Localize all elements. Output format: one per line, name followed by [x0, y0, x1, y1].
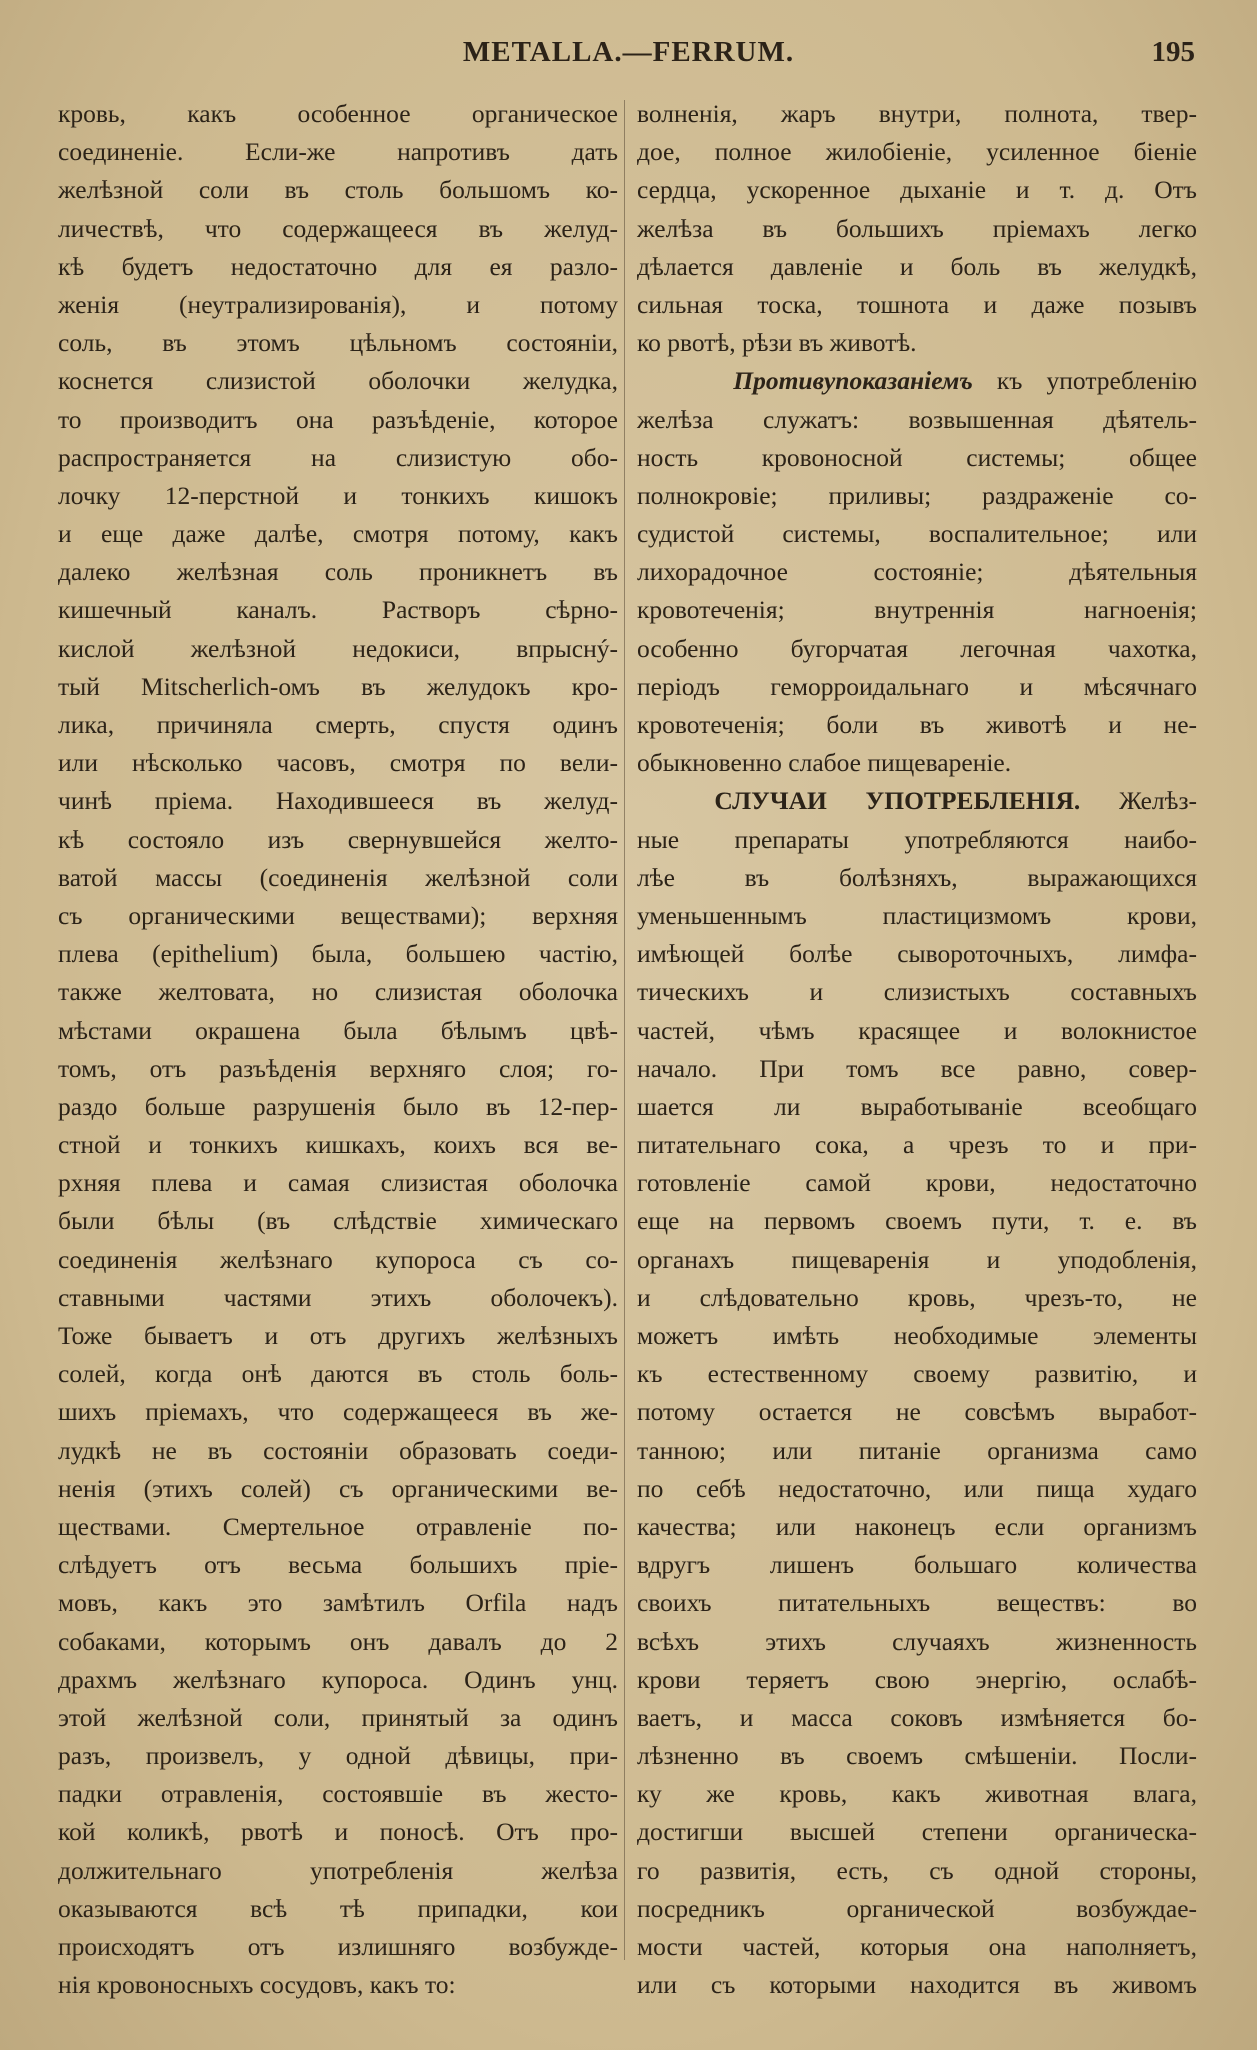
- text-line: кровотеченія; внутреннія нагноенія;: [637, 595, 1197, 625]
- text-line: ненія (этихъ солей) съ органическими ве-: [58, 1473, 618, 1503]
- text-line: драхмъ желѣзнаго купороса. Одинъ унц.: [58, 1664, 618, 1694]
- text-line: ность кровоносной системы; общее: [637, 442, 1197, 472]
- text-fragment: Желѣз-: [1119, 786, 1198, 816]
- text-line: коснется слизистой оболочки желудка,: [58, 366, 618, 396]
- text-line: ку же кровь, какъ животная влага,: [637, 1779, 1197, 1809]
- text-line: лочку 12-перстной и тонкихъ кишокъ: [58, 480, 618, 510]
- text-line: вдругъ лишенъ большаго количества: [637, 1550, 1197, 1580]
- text-line: падки отравленія, состоявшіе въ жесто-: [58, 1779, 618, 1809]
- text-line: или съ которыми находится въ живомъ: [637, 1970, 1197, 2000]
- text-line: полнокровіе; приливы; раздраженіе со-: [637, 480, 1197, 510]
- text-line: далеко желѣзная соль проникнетъ въ: [58, 557, 618, 587]
- text-line: лихорадочное состояніе; дѣятельныя: [637, 557, 1197, 587]
- text-line: шихъ пріемахъ, что содержащееся въ же-: [58, 1397, 618, 1427]
- text-line: органахъ пищеваренія и уподобленія,: [637, 1244, 1197, 1274]
- text-line: волненія, жаръ внутри, полнота, твер-: [637, 99, 1197, 128]
- text-line: желѣза служатъ: возвышенная дѣятель-: [637, 404, 1197, 434]
- text-line: раздо больше разрушенія было въ 12-пер-: [58, 1091, 618, 1121]
- text-line: качества; или наконецъ если организмъ: [637, 1511, 1197, 1541]
- text-line: готовленіе самой крови, недостаточно: [637, 1168, 1197, 1198]
- text-line: стной и тонкихъ кишкахъ, коихъ вся ве-: [58, 1130, 618, 1160]
- text-line: оказываются всѣ тѣ припадки, кои: [58, 1893, 618, 1923]
- text-line: дое, полное жилобіеніе, усиленное біеніе: [637, 137, 1197, 167]
- text-line: сильная тоска, тошнота и даже позывъ: [637, 289, 1197, 319]
- page-header: [0, 30, 1257, 80]
- text-line: томъ, отъ разъѣденія верхняго слоя; го-: [58, 1053, 618, 1083]
- text-line: мости частей, которыя она наполняетъ,: [637, 1932, 1197, 1961]
- text-line: питательнаго сока, а чрезъ то и при-: [637, 1130, 1197, 1160]
- text-line: чинѣ пріема. Находившееся въ желуд-: [58, 786, 618, 816]
- text-line: лика, причиняла смерть, спустя одинъ: [58, 710, 618, 739]
- text-line: мѣстами окрашена была бѣлымъ цвѣ-: [58, 1015, 618, 1045]
- text-line: судистой системы, воспалительное; или: [637, 519, 1197, 549]
- text-line: всѣхъ этихъ случаяхъ жизненность: [637, 1626, 1197, 1656]
- text-line: ватой массы (соединенія желѣзной соли: [58, 862, 618, 892]
- text-line: соединенія желѣзнаго купороса съ со-: [58, 1244, 618, 1274]
- left-column: [58, 95, 618, 2004]
- section-heading-cases: СЛУЧАИ УПОТРЕБЛЕНІЯ.: [714, 786, 1081, 816]
- text-line: ваетъ, и масса соковъ измѣняется бо-: [637, 1702, 1197, 1732]
- text-line: [637, 782, 1197, 820]
- text-line: солей, когда онѣ даются въ столь боль-: [58, 1359, 618, 1389]
- text-line: желѣзной соли въ столь большомъ ко-: [58, 175, 618, 205]
- text-line: крови теряетъ свою энергію, ослабѣ-: [637, 1664, 1197, 1694]
- text-line: особенно бугорчатая легочная чахотка,: [637, 633, 1197, 663]
- right-column: [637, 95, 1197, 2004]
- page-number: 195: [1151, 36, 1195, 68]
- text-line: шается ли выработываніе всеобщаго: [637, 1091, 1197, 1121]
- text-line: лудкѣ не въ состояніи образовать соеди-: [58, 1435, 618, 1465]
- text-line: кровь, какъ особенное органическое: [58, 99, 618, 128]
- text-line: сердца, ускоренное дыханіе и т. д. Отъ: [637, 175, 1197, 205]
- text-line: женія (неутрализированія), и потому: [58, 289, 618, 319]
- text-line: потому остается не совсѣмъ выработ-: [637, 1397, 1197, 1427]
- text-line: кѣ будетъ недостаточно для ея разло-: [58, 251, 618, 281]
- text-line: по себѣ недостаточно, или пища худаго: [637, 1473, 1197, 1503]
- text-line: или нѣсколько часовъ, смотря по вели-: [58, 748, 618, 778]
- text-line: тый Mitscherlich-омъ въ желудокъ кро-: [58, 671, 618, 701]
- text-line: лѣзненно въ своемъ смѣшеніи. Посли-: [637, 1741, 1197, 1771]
- text-fragment: къ употребленію: [996, 366, 1198, 396]
- text-line: ко рвотѣ, рѣзи въ животѣ.: [637, 328, 917, 358]
- text-line: разъ, произвелъ, у одной дѣвицы, при-: [58, 1741, 618, 1771]
- text-line: танною; или питаніе организма само: [637, 1435, 1197, 1465]
- text-line: ные препараты употребляются наибо-: [637, 824, 1197, 854]
- text-line: тическихъ и слизистыхъ составныхъ: [637, 977, 1197, 1007]
- text-line: еще на первомъ своемъ пути, т. е. въ: [637, 1206, 1197, 1236]
- text-line: происходятъ отъ излишняго возбужде-: [58, 1932, 618, 1961]
- text-line: го развитія, есть, съ одной стороны,: [637, 1855, 1197, 1885]
- text-line: Тоже бываетъ и отъ другихъ желѣзныхъ: [58, 1321, 618, 1350]
- column-divider: [624, 100, 625, 1960]
- text-line: кровотеченія; боли въ животѣ и не-: [637, 710, 1197, 739]
- text-line: своихъ питательныхъ веществъ: во: [637, 1588, 1197, 1618]
- text-line: имѣющей болѣе сывороточныхъ, лимфа-: [637, 939, 1197, 969]
- text-line: нія кровоносныхъ сосудовъ, какъ то:: [58, 1970, 456, 2000]
- text-line: рхняя плева и самая слизистая оболочка: [58, 1168, 618, 1198]
- text-line: лѣе въ болѣзняхъ, выражающихся: [637, 862, 1197, 892]
- text-line: частей, чѣмъ красящее и волокнистое: [637, 1015, 1197, 1045]
- text-line: распространяется на слизистую обо-: [58, 442, 618, 472]
- text-line: къ естественному своему развитію, и: [637, 1359, 1197, 1389]
- text-line: уменьшеннымъ пластицизмомъ крови,: [637, 900, 1197, 930]
- contraindication-heading: Противупоказаніемъ: [733, 366, 973, 396]
- text-line: начало. При томъ все равно, совер-: [637, 1053, 1197, 1083]
- text-line: дѣлается давленіе и боль въ желудкѣ,: [637, 251, 1197, 281]
- text-line: ставными частями этихъ оболочекъ).: [58, 1282, 618, 1312]
- text-line: были бѣлы (въ слѣдствіе химическаго: [58, 1206, 618, 1236]
- text-line: собаками, которымъ онъ давалъ до 2: [58, 1626, 618, 1656]
- text-line: ществами. Смертельное отравленіе по-: [58, 1511, 618, 1541]
- text-line: посредникъ органической возбуждае-: [637, 1893, 1197, 1923]
- text-line: должительнаго употребленія желѣза: [58, 1855, 618, 1885]
- text-line: и еще даже далѣе, смотря потому, какъ: [58, 519, 618, 549]
- text-line: плева (epithelium) была, большею частію,: [58, 939, 618, 969]
- text-line: мовъ, какъ это замѣтилъ Orfila надъ: [58, 1588, 618, 1618]
- running-title: METALLA.—FERRUM.: [462, 36, 795, 68]
- text-line: достигши высшей степени органическа-: [637, 1817, 1197, 1847]
- text-line: кой коликѣ, рвотѣ и поносѣ. Отъ про-: [58, 1817, 618, 1847]
- text-line: соединеніе. Если-же напротивъ дать: [58, 137, 618, 167]
- text-line: также желтовата, но слизистая оболочка: [58, 977, 618, 1007]
- text-line: съ органическими веществами); верхняя: [58, 900, 618, 930]
- text-line: соль, въ этомъ цѣльномъ состояніи,: [58, 328, 618, 358]
- text-line: то производитъ она разъѣденіе, которое: [58, 404, 618, 434]
- text-line: и слѣдовательно кровь, чрезъ-то, не: [637, 1282, 1197, 1312]
- text-line: кѣ состояло изъ свернувшейся желто-: [58, 824, 618, 854]
- text-line: обыкновенно слабое пищевареніе.: [637, 748, 1012, 778]
- text-line: кислой желѣзной недокиси, впрыснý-: [58, 633, 618, 663]
- text-line: [637, 362, 1197, 400]
- text-line: можетъ имѣть необходимые элементы: [637, 1321, 1197, 1350]
- text-line: кишечный каналъ. Растворъ сѣрно-: [58, 595, 618, 625]
- text-line: желѣза въ большихъ пріемахъ легко: [637, 213, 1197, 243]
- text-line: слѣдуетъ отъ весьма большихъ пріе-: [58, 1550, 618, 1580]
- text-line: періодъ геморроидальнаго и мѣсячнаго: [637, 671, 1197, 701]
- text-line: этой желѣзной соли, принятый за одинъ: [58, 1702, 618, 1732]
- text-line: личествѣ, что содержащееся въ желуд-: [58, 213, 618, 243]
